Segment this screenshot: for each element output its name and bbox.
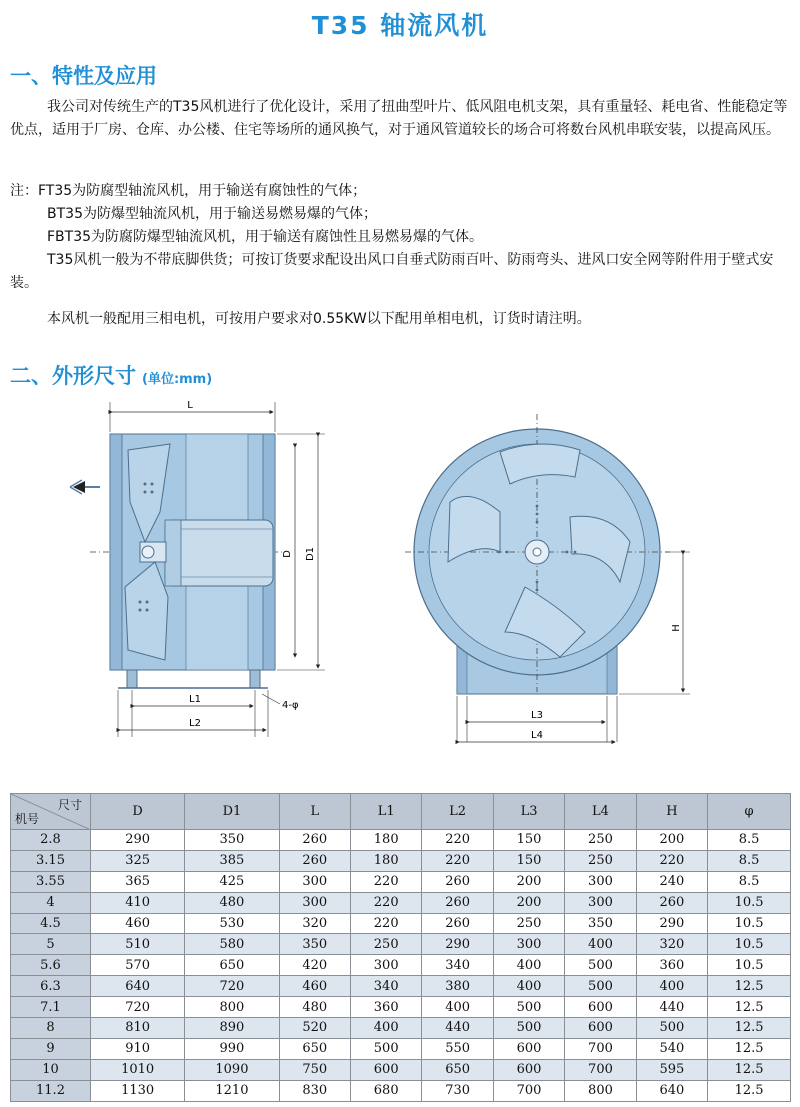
table-cell: 12.5 <box>708 1059 791 1080</box>
table-row <box>11 871 791 892</box>
table-cell: 480 <box>279 997 350 1018</box>
col-header: L2 <box>422 794 493 830</box>
col-header: D <box>91 794 185 830</box>
dimension-table <box>10 793 791 1102</box>
table-cell: 800 <box>185 997 279 1018</box>
table-cell: 300 <box>565 892 636 913</box>
model-cell: 9 <box>11 1038 91 1059</box>
table-row <box>11 913 791 934</box>
table-row <box>11 1080 791 1101</box>
table-cell: 910 <box>91 1038 185 1059</box>
table-cell: 1130 <box>91 1080 185 1101</box>
section-heading-dimensions <box>10 360 212 390</box>
table-cell: 420 <box>279 955 350 976</box>
table-cell: 480 <box>185 892 279 913</box>
table-cell: 10.5 <box>708 955 791 976</box>
table-cell: 400 <box>565 934 636 955</box>
table-cell: 300 <box>350 955 421 976</box>
table-cell: 1210 <box>185 1080 279 1101</box>
table-cell: 12.5 <box>708 1080 791 1101</box>
table-row <box>11 1018 791 1039</box>
note-motor: 本风机一般配用三相电机，可按用户要求对0.55KW以下配用单相电机，订货时请注明。 <box>47 311 591 327</box>
table-cell: 10.5 <box>708 892 791 913</box>
table-cell: 580 <box>185 934 279 955</box>
table-cell: 220 <box>350 913 421 934</box>
table-cell: 830 <box>279 1080 350 1101</box>
table-cell: 650 <box>279 1038 350 1059</box>
table-cell: 810 <box>91 1018 185 1039</box>
table-cell: 700 <box>565 1038 636 1059</box>
table-cell: 250 <box>350 934 421 955</box>
table-cell: 150 <box>493 850 564 871</box>
table-cell: 260 <box>422 892 493 913</box>
table-cell: 595 <box>636 1059 707 1080</box>
dim-label-L2: L2 <box>189 718 201 729</box>
table-row <box>11 976 791 997</box>
table-cell: 720 <box>185 976 279 997</box>
model-cell: 8 <box>11 1018 91 1039</box>
table-cell: 290 <box>91 830 185 851</box>
side-view <box>70 400 325 737</box>
table-cell: 320 <box>636 934 707 955</box>
table-cell: 220 <box>422 850 493 871</box>
table-cell: 460 <box>91 913 185 934</box>
unit-label: (单位:mm) <box>142 372 213 387</box>
dim-label-D: D <box>282 550 293 558</box>
table-cell: 8.5 <box>708 830 791 851</box>
table-cell: 400 <box>350 1018 421 1039</box>
table-cell: 730 <box>422 1080 493 1101</box>
table-cell: 720 <box>91 997 185 1018</box>
dim-label-L1: L1 <box>189 694 201 705</box>
dim-label-H: H <box>671 624 682 632</box>
table-cell: 200 <box>493 871 564 892</box>
col-header: L4 <box>565 794 636 830</box>
note-bt35: BT35为防爆型轴流风机，用于输送易燃易爆的气体； <box>47 206 377 222</box>
table-cell: 12.5 <box>708 976 791 997</box>
model-cell: 5.6 <box>11 955 91 976</box>
table-row <box>11 997 791 1018</box>
table-cell: 400 <box>422 997 493 1018</box>
table-cell: 325 <box>91 850 185 871</box>
table-cell: 500 <box>493 997 564 1018</box>
dim-label-hole: 4-φ <box>282 700 299 711</box>
table-cell: 680 <box>350 1080 421 1101</box>
table-cell: 300 <box>493 934 564 955</box>
table-cell: 600 <box>350 1059 421 1080</box>
table-cell: 180 <box>350 830 421 851</box>
table-cell: 500 <box>493 1018 564 1039</box>
model-cell: 10 <box>11 1059 91 1080</box>
table-cell: 250 <box>565 830 636 851</box>
table-cell: 260 <box>422 913 493 934</box>
table-header-row <box>11 794 791 830</box>
corner-label-model: 机号 <box>15 812 40 826</box>
col-header: L3 <box>493 794 564 830</box>
col-header: L <box>279 794 350 830</box>
table-cell: 500 <box>565 976 636 997</box>
table-cell: 200 <box>493 892 564 913</box>
table-cell: 220 <box>422 830 493 851</box>
table-cell: 440 <box>422 1018 493 1039</box>
dim-label-L3: L3 <box>531 710 543 721</box>
table-cell: 700 <box>493 1080 564 1101</box>
table-cell: 540 <box>636 1038 707 1059</box>
col-header: φ <box>708 794 791 830</box>
table-cell: 365 <box>91 871 185 892</box>
dim-label-L: L <box>187 400 193 411</box>
table-cell: 300 <box>279 892 350 913</box>
table-cell: 290 <box>636 913 707 934</box>
table-cell: 12.5 <box>708 1018 791 1039</box>
table-cell: 400 <box>493 955 564 976</box>
table-cell: 320 <box>279 913 350 934</box>
dim-label-D1: D1 <box>305 546 316 562</box>
table-cell: 570 <box>91 955 185 976</box>
table-cell: 500 <box>565 955 636 976</box>
table-cell: 350 <box>279 934 350 955</box>
table-cell: 750 <box>279 1059 350 1080</box>
table-row <box>11 850 791 871</box>
note-fbt35: FBT35为防腐防爆型轴流风机，用于输送有腐蚀性且易燃易爆的气体。 <box>47 229 484 245</box>
corner-label-size: 尺寸 <box>57 798 82 812</box>
table-cell: 600 <box>565 1018 636 1039</box>
model-cell: 3.15 <box>11 850 91 871</box>
table-cell: 260 <box>422 871 493 892</box>
table-cell: 8.5 <box>708 871 791 892</box>
table-cell: 890 <box>185 1018 279 1039</box>
table-cell: 550 <box>422 1038 493 1059</box>
table-cell: 200 <box>636 830 707 851</box>
table-cell: 800 <box>565 1080 636 1101</box>
table-cell: 10.5 <box>708 913 791 934</box>
table-cell: 340 <box>350 976 421 997</box>
table-row <box>11 830 791 851</box>
model-cell: 7.1 <box>11 997 91 1018</box>
table-cell: 220 <box>350 871 421 892</box>
model-cell: 11.2 <box>11 1080 91 1101</box>
dim-label-L4: L4 <box>531 730 543 741</box>
table-cell: 10.5 <box>708 934 791 955</box>
model-cell: 6.3 <box>11 976 91 997</box>
col-header: H <box>636 794 707 830</box>
model-cell: 4.5 <box>11 913 91 934</box>
table-cell: 400 <box>493 976 564 997</box>
section-heading-features: 一、特性及应用 <box>10 64 157 88</box>
table-cell: 300 <box>279 871 350 892</box>
table-cell: 290 <box>422 934 493 955</box>
page-title: T35 轴流风机 <box>311 11 489 40</box>
table-cell: 600 <box>565 997 636 1018</box>
table-cell: 260 <box>279 850 350 871</box>
col-header: L1 <box>350 794 421 830</box>
table-cell: 240 <box>636 871 707 892</box>
table-cell: 12.5 <box>708 997 791 1018</box>
table-cell: 640 <box>636 1080 707 1101</box>
table-cell: 350 <box>565 913 636 934</box>
fan-dimension-drawing <box>0 392 800 782</box>
table-cell: 400 <box>636 976 707 997</box>
table-row <box>11 955 791 976</box>
table-cell: 1090 <box>185 1059 279 1080</box>
table-cell: 600 <box>493 1038 564 1059</box>
table-cell: 220 <box>350 892 421 913</box>
section-heading-dimensions-text: 二、外形尺寸 <box>10 364 136 388</box>
table-cell: 12.5 <box>708 1038 791 1059</box>
table-cell: 220 <box>636 850 707 871</box>
table-row <box>11 892 791 913</box>
table-cell: 360 <box>350 997 421 1018</box>
col-header: D1 <box>185 794 279 830</box>
table-cell: 150 <box>493 830 564 851</box>
table-cell: 300 <box>565 871 636 892</box>
table-cell: 360 <box>636 955 707 976</box>
model-cell: 5 <box>11 934 91 955</box>
table-cell: 650 <box>185 955 279 976</box>
table-cell: 510 <box>91 934 185 955</box>
table-cell: 460 <box>279 976 350 997</box>
table-cell: 440 <box>636 997 707 1018</box>
table-cell: 180 <box>350 850 421 871</box>
table-row <box>11 934 791 955</box>
table-cell: 600 <box>493 1059 564 1080</box>
table-cell: 260 <box>636 892 707 913</box>
table-cell: 700 <box>565 1059 636 1080</box>
table-corner-cell <box>11 794 91 830</box>
table-cell: 500 <box>636 1018 707 1039</box>
intro-paragraph: 我公司对传统生产的T35风机进行了优化设计，采用了扭曲型叶片、低风阻电机支架，具有重量轻、耗电省、性能稳定等优点，适用于厂房、仓库、办公楼、住宅等场所的通风换气，对于通风管道较长的场合可将数台风机串联安装，以提高风压。 <box>10 99 788 138</box>
table-cell: 500 <box>350 1038 421 1059</box>
table-cell: 260 <box>279 830 350 851</box>
front-view <box>405 414 690 742</box>
table-cell: 520 <box>279 1018 350 1039</box>
table-row <box>11 1038 791 1059</box>
table-cell: 530 <box>185 913 279 934</box>
table-cell: 640 <box>91 976 185 997</box>
table-cell: 410 <box>91 892 185 913</box>
table-cell: 990 <box>185 1038 279 1059</box>
table-cell: 385 <box>185 850 279 871</box>
table-cell: 340 <box>422 955 493 976</box>
table-cell: 425 <box>185 871 279 892</box>
table-cell: 8.5 <box>708 850 791 871</box>
model-cell: 4 <box>11 892 91 913</box>
table-cell: 350 <box>185 830 279 851</box>
table-row <box>11 1059 791 1080</box>
model-cell: 3.55 <box>11 871 91 892</box>
note-ft35: 注：FT35为防腐型轴流风机，用于输送有腐蚀性的气体； <box>10 183 367 199</box>
table-cell: 250 <box>565 850 636 871</box>
table-cell: 250 <box>493 913 564 934</box>
model-cell: 2.8 <box>11 830 91 851</box>
note-accessories: T35风机一般为不带底脚供货；可按订货要求配设出风口自垂式防雨百叶、防雨弯头、进风口安全网等附件用于壁式安装。 <box>10 252 774 291</box>
table-cell: 380 <box>422 976 493 997</box>
table-cell: 1010 <box>91 1059 185 1080</box>
table-cell: 650 <box>422 1059 493 1080</box>
